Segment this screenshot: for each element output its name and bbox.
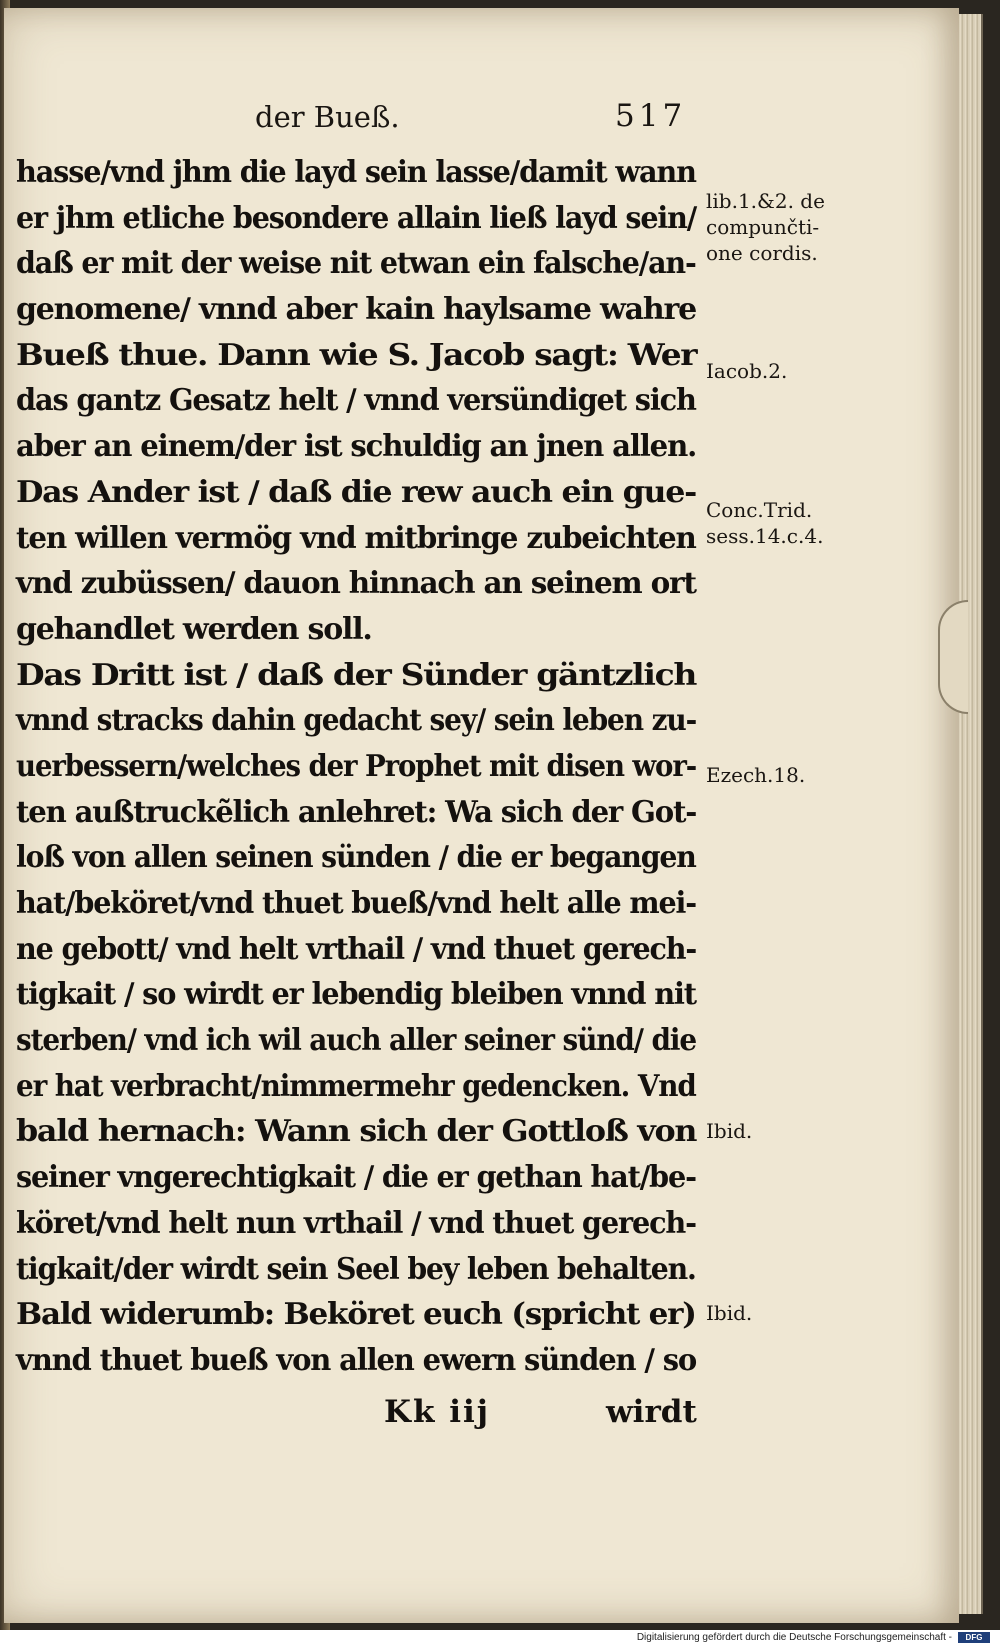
text-line: vnnd stracks dahin gedacht sey/ sein leben zu- (16, 703, 697, 739)
text-line: ten willen vermög vnd mitbringe zubeichten (16, 520, 696, 556)
text-line: tigkait/der wirdt sein Seel bey leben behalten. (16, 1251, 696, 1287)
text-line: Bald widerumb: Beköret euch (spricht er) (16, 1297, 696, 1333)
margin-note (706, 1118, 866, 1144)
text-line: er jhm etliche besondere allain ließ layd sein/ (16, 200, 697, 236)
text-line: vnnd thuet bueß von allen ewern sünden / so (16, 1342, 697, 1378)
text-line: bald hernach: Wann sich der Gottloß von (16, 1114, 697, 1150)
margin-note (706, 1300, 866, 1326)
text-line: Das Ander ist / daß die rew auch ein gue- (16, 474, 696, 510)
margin-note (706, 188, 866, 266)
margin-note-line: Iacob.2. (706, 359, 788, 383)
text-line: das gantz Gesatz helt / vnnd versündiget sich (16, 383, 696, 419)
margin-note-line: Conc.Trid. (706, 498, 813, 522)
text-line: gehandlet werden soll. (16, 611, 372, 647)
page-number: 517 (615, 98, 687, 134)
text-line: daß er mit der weise nit etwan ein falsche/an- (16, 246, 696, 282)
funding-credit: Digitalisierung gefördert durch die Deutsche Forschungsgemeinschaft - (636, 1632, 952, 1643)
text-line: hasse/vnd jhm die layd sein lasse/damit wann (16, 155, 696, 190)
running-head-title: der Bueß. (255, 100, 400, 134)
margin-note-line: one cordis. (706, 241, 818, 265)
text-line: ne gebott/ vnd helt vrthail / vnd thuet gerech- (16, 931, 697, 967)
text-line: sterben/ vnd ich wil auch aller seiner sünd/ die (16, 1023, 697, 1059)
margin-note-line: Ezech.18. (706, 763, 806, 787)
catchline (16, 1390, 700, 1440)
margin-note (706, 497, 866, 549)
signature-mark: Kk iij (384, 1394, 490, 1430)
text-line: aber an einem/der ist schuldig an jnen allen. (16, 429, 697, 465)
text-line: uerbessern/welches der Prophet mit disen wor- (16, 748, 697, 784)
footer-bar (0, 1630, 1000, 1645)
margin-note-line: compunčti- (706, 215, 820, 239)
margin-note-line: Ibid. (706, 1301, 753, 1325)
text-line: genomene/ vnnd aber kain haylsame wahre (16, 292, 696, 328)
dfg-logo: DFG (958, 1632, 990, 1643)
margin-note-line: lib.1.&2. de (706, 189, 825, 213)
text-line: loß von allen seinen sünden / die er begangen (16, 840, 696, 876)
text-line: Bueß thue. Dann wie S. Jacob sagt: Wer (16, 337, 697, 373)
margin-note-line: sess.14.c.4. (706, 524, 824, 548)
page-edges (959, 14, 983, 1614)
text-line: er hat verbracht/nimmermehr gedencken. Vnd (16, 1068, 696, 1104)
catchword: wirdt (606, 1394, 697, 1430)
body-text (16, 150, 700, 1384)
text-line: köret/vnd helt nun vrthail / vnd thuet gerech- (16, 1205, 696, 1241)
running-head (255, 98, 705, 138)
text-line: ten außtruckẽlich anlehret: Wa sich der Got- (16, 794, 697, 830)
text-line: seiner vngerechtigkait / die er gethan hat/be- (16, 1160, 696, 1196)
page-clip (938, 600, 968, 714)
text-line: vnd zubüssen/ dauon hinnach an seinem ort (16, 566, 696, 602)
text-line: tigkait / so wirdt er lebendig bleiben vnnd nit (16, 977, 696, 1013)
margin-note (706, 358, 866, 384)
margin-note (706, 762, 866, 788)
text-line: Das Dritt ist / daß der Sünder gäntzlich (16, 657, 697, 693)
margin-note-line: Ibid. (706, 1119, 753, 1143)
text-line: hat/beköret/vnd thuet bueß/vnd helt alle mei- (16, 886, 696, 921)
